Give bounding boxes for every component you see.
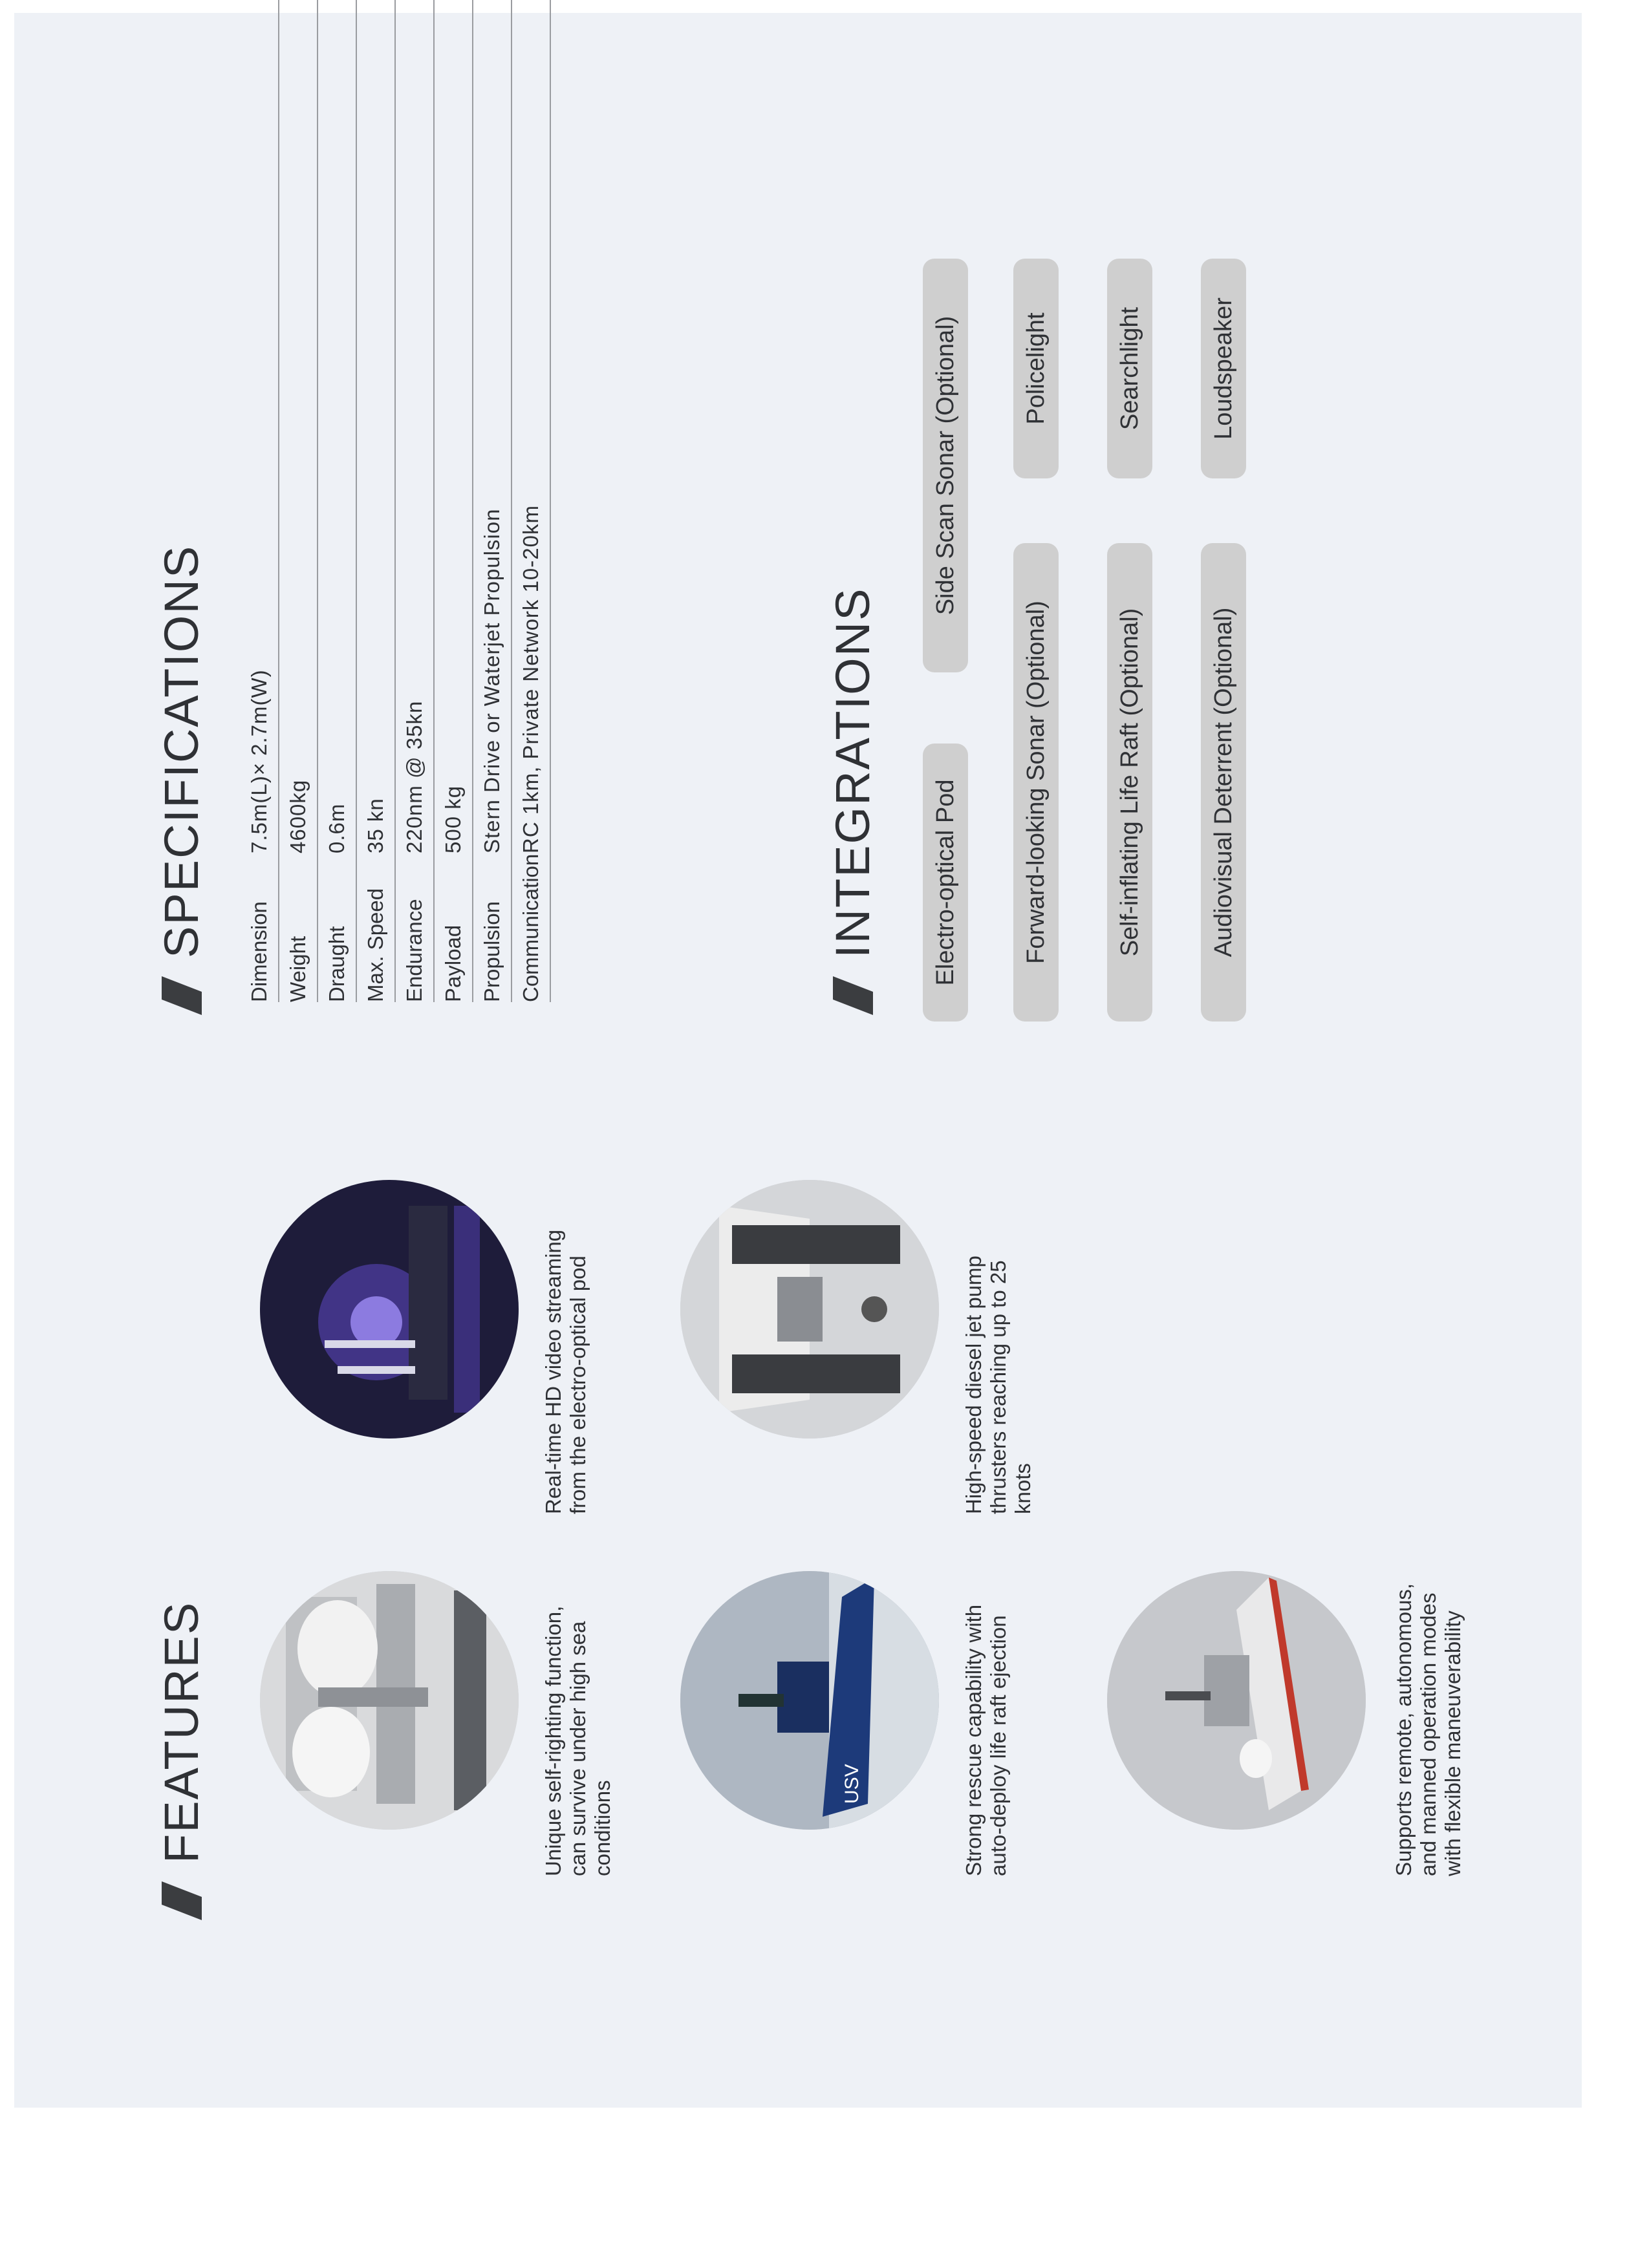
- spec-row-payload: [435, 0, 473, 1002]
- integration-pill: Loudspeaker: [1201, 259, 1246, 478]
- spec-value: 0.6m: [325, 803, 349, 853]
- spec-label: Communication: [519, 853, 543, 1002]
- spec-row-propulsion: [473, 0, 512, 1002]
- integration-pill: Forward-looking Sonar (Optional): [1013, 543, 1059, 1022]
- spec-row-draught: [318, 0, 357, 1002]
- spec-label: Dimension: [247, 901, 271, 1002]
- spec-label: Draught: [325, 926, 349, 1002]
- feature-caption-operation-modes: Supports remote, autonomous, and manned operation modes with flexible maneuverability: [1392, 1583, 1465, 1876]
- spec-label: Payload: [441, 925, 465, 1002]
- spec-value: 4600kg: [286, 779, 310, 853]
- feature-caption-video-streaming: Real-time HD video streaming from the electro-optical pod: [541, 1229, 590, 1514]
- self-righting-equipment-photo: [260, 1571, 519, 1830]
- slash-mark-icon: [162, 1881, 202, 1920]
- feature-caption-rescue: Strong rescue capability with auto-deploy life raft ejection: [962, 1604, 1010, 1876]
- spec-row-max-speed: [357, 0, 396, 1002]
- feature-image-video-streaming: [260, 1180, 519, 1439]
- integration-pill: Searchlight: [1107, 259, 1152, 478]
- rotated-content: [14, 13, 1582, 2108]
- integration-pill: Self-inflating Life Raft (Optional): [1107, 543, 1152, 1022]
- spec-value: Stern Drive or Waterjet Propulsion: [480, 508, 504, 853]
- feature-image-self-righting: [260, 1571, 519, 1830]
- spec-row-weight: [279, 0, 318, 1002]
- spec-label: Weight: [286, 936, 310, 1002]
- slash-mark-icon: [162, 976, 202, 1015]
- features-title: FEATURES: [155, 1601, 208, 1863]
- feature-image-rescue: [680, 1571, 939, 1830]
- spec-value: 500 kg: [441, 785, 465, 853]
- spec-row-dimension: [241, 0, 279, 1002]
- boat-superstructure-photo: [680, 1180, 939, 1439]
- integration-pill: Electro-optical Pod: [923, 744, 968, 1022]
- spec-value: 35 kn: [363, 798, 387, 853]
- feature-caption-jet-pump: High-speed diesel jet pump thrusters reaching up to 25 knots: [962, 1256, 1035, 1514]
- integration-pill: Policelight: [1013, 259, 1059, 478]
- spec-label: Propulsion: [480, 901, 504, 1002]
- integration-pill: Audiovisual Deterrent (Optional): [1201, 543, 1246, 1022]
- spec-label: Max. Speed: [363, 888, 387, 1002]
- specifications-table: [241, 0, 564, 1002]
- spec-value: RC 1km, Private Network 10-20km: [519, 505, 543, 853]
- spec-row-communication: [512, 0, 551, 1002]
- night-vision-boat-photo: [260, 1180, 519, 1439]
- usv-hull-label: USV: [841, 1764, 863, 1804]
- integrations-title: INTEGRATIONS: [826, 587, 879, 958]
- spec-label: Endurance: [402, 899, 426, 1002]
- blue-usv-rescue-photo: [680, 1571, 939, 1830]
- feature-image-operation-modes: [1107, 1571, 1366, 1830]
- feature-image-jet-pump: [680, 1180, 939, 1439]
- scanned-brochure-page: [14, 13, 1582, 2108]
- spec-value: 7.5m(L)× 2.7m(W): [247, 669, 271, 853]
- integration-pill: Side Scan Sonar (Optional): [923, 259, 968, 672]
- slash-mark-icon: [833, 976, 873, 1015]
- specifications-title: SPECIFICATIONS: [155, 544, 208, 958]
- grey-usv-render-photo: [1107, 1571, 1366, 1830]
- feature-caption-self-righting: Unique self-righting function, can survive under high sea conditions: [541, 1605, 614, 1876]
- spec-value: 220nm @ 35kn: [402, 700, 426, 853]
- specifications-heading: [155, 544, 208, 1015]
- integrations-heading: [826, 587, 879, 1015]
- features-heading: [155, 1601, 208, 1920]
- spec-row-endurance: [396, 0, 435, 1002]
